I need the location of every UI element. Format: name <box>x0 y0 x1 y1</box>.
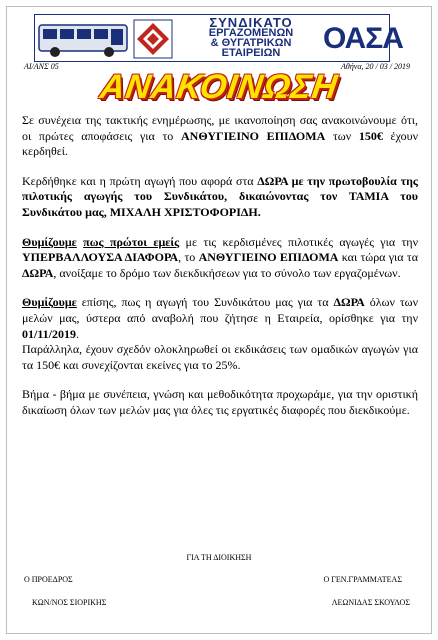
paragraph-4 <box>22 295 418 342</box>
document-date: Αθήνα, 20 / 03 / 2019 <box>341 62 410 71</box>
bus-icon <box>37 19 131 59</box>
p3-text-3: και τώρα για τα <box>338 250 418 265</box>
p1-text-1: Σε συνέχεια της τακτικής ενημέρωσης, με ικανοποίηση σας ανακοινώνουμε ότι, οι πρώτες αποφάσεις για το <box>22 113 418 143</box>
paragraph-2 <box>22 174 418 221</box>
signature-heading: ΓΙΑ ΤΗ ΔΙΟΙΚΗΣΗ <box>186 553 252 562</box>
paragraph-3 <box>22 235 418 282</box>
p4-underline-1: Θυμίζουμε <box>22 295 77 310</box>
announcement-body <box>22 113 418 433</box>
p1-text-3: έχουν κερδηθεί. <box>22 128 418 159</box>
p3-bold-3: ΔΩΡΑ <box>22 265 54 280</box>
union-name-line3: & ΘΥΓΑΤΡΙΚΩΝ <box>210 37 292 49</box>
p4-text-3: . <box>76 326 80 341</box>
p1-bold-1: ΑΝΘΥΓΙΕΙΝΟ ΕΠΙΔΟΜΑ <box>180 128 326 143</box>
p3-text-4: , ανοίξαμε το δρόμο των διεκδικήσεων για το σύνολο των εργαζομένων. <box>53 265 401 280</box>
announcement-title: ΑΝΑΚΟΙΝΩΣΗ <box>97 68 341 106</box>
reference-number: ΑΙ/ΑΝΣ 05 <box>24 62 59 71</box>
p3-bold-2: ΑΝΘΥΓΙΕΙΝΟ ΕΠΙΔΟΜΑ <box>198 250 339 265</box>
union-name-line4: ΕΤΑΙΡΕΙΩΝ <box>221 47 281 59</box>
president-name: ΚΩΝ/ΝΟΣ ΣΙΟΡΙΚΗΣ <box>32 598 107 607</box>
paragraph-1 <box>22 113 418 160</box>
p3-bold-1: ΥΠΕΡΒΑΛΛΟΥΣΑ ΔΙΑΦΟΡΑ <box>22 250 179 265</box>
p3-underline-1: Θυμίζουμε <box>22 234 77 249</box>
secretary-role: Ο ΓΕΝ.ΓΡΑΜΜΑΤΕΑΣ <box>323 575 402 584</box>
union-banner <box>34 14 403 62</box>
union-name-line1: ΣΥΝΔΙΚΑΤΟ <box>209 15 293 30</box>
paragraph-5 <box>22 342 418 373</box>
p4-text-1: επίσης, πως η αγωγή του Συνδικάτου μας για τα <box>76 295 334 310</box>
p2-text-1: Κερδήθηκε και η πρώτη αγωγή που αφορά στα <box>22 173 258 188</box>
p3-text-2: , το <box>178 250 199 265</box>
p4-bold-1: ΔΩΡΑ <box>333 295 365 310</box>
secretary-name: ΛΕΩΝΙΔΑΣ ΣΚΟΥΛΟΣ <box>331 598 410 607</box>
p3-underline-2: πως πρώτοι εμείς <box>83 234 180 249</box>
p1-bold-2: 150€ <box>358 128 383 143</box>
p6-text-1: Βήμα - βήμα με συνέπεια, γνώση και μεθοδικότητα προχωράμε, για την οριστική δικαίωση όλων των μελών μας για όλες τις εργατικές διαφορές που διεκδικούμε. <box>22 387 418 417</box>
p4-bold-2: 01/11/2019 <box>22 326 77 341</box>
p1-text-2: των <box>325 128 359 143</box>
paragraph-6 <box>22 387 418 418</box>
p4-text-2: όλων των μελών μας, ύστερα από αναβολή που ζήτησε η Εταιρεία, ορίσθηκε για την <box>22 295 418 325</box>
president-role: Ο ΠΡΟΕΔΡΟΣ <box>24 575 73 584</box>
org-logo-text: ΟΑΣΑ <box>323 22 403 55</box>
p3-text-1: με τις κερδισμένες πιλοτικές αγωγές για την <box>179 234 419 249</box>
union-name-line2: ΕΡΓΑΖΟΜΕΝΩΝ <box>208 27 294 39</box>
union-logo-icon <box>133 19 173 59</box>
union-name <box>181 15 321 59</box>
p5-text-1: Παράλληλα, έχουν σχεδόν ολοκληρωθεί οι εκδικάσεις των ομαδικών αγωγών για τα 150€ και συνεχίζονται εκείνες για το 25%. <box>22 342 418 372</box>
p2-bold-1: ΔΩΡΑ με την πρωτοβουλία της πιλοτικής αγωγής του Συνδικάτου, δικαιώνοντας τον ΤΑΜΙΑ του Συνδικάτου μας, ΜΙΧΑΛΗ ΧΡΙΣΤΟΦΟΡΙΔΗ. <box>22 173 418 219</box>
